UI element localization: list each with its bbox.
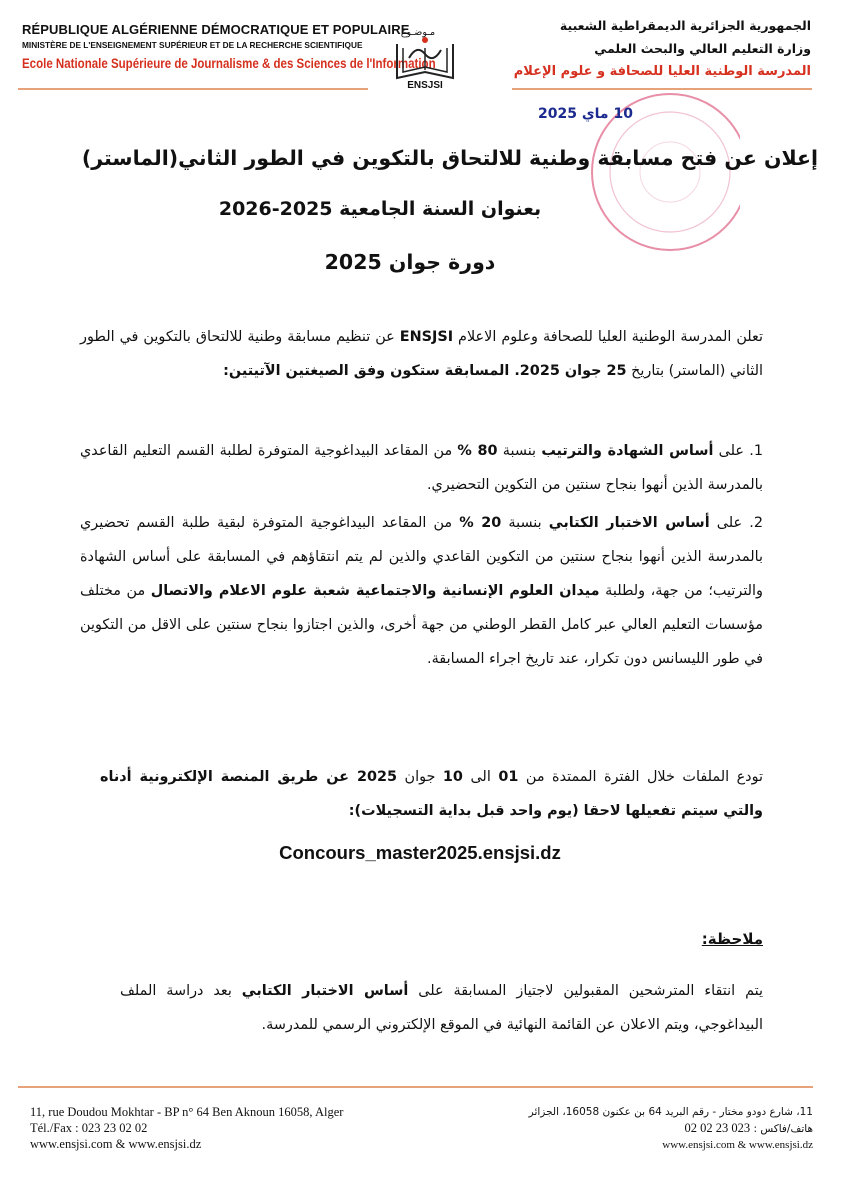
list-percent: 20 % [459,515,502,531]
footer-address-ar: 11، شارع دودو مختار - رقم البريد 64 بن عكنون 16058، الجزائر [528,1106,813,1118]
footer-phone-fr: Tél./Fax : 023 23 02 02 [30,1121,148,1135]
deposit-text: الى [462,769,499,785]
list-number: 1. [749,443,763,459]
deposit-day-end: 10 [442,769,463,785]
list-bold: ميدان العلوم الإنسانية والاجتماعية شعبة علوم الاعلام والاتصال [150,583,600,599]
school-name-ar: المدرسة الوطنية العليا للصحافة و علوم الإعلام [513,64,811,79]
list-text: من المقاعد البيداغوجية المتوفرة لطلبة القسم التعليم القاعدي بالمدرسة الذين أنهوا بنجاح سنتين من التكوين التحضيري. [80,443,763,493]
note-paragraph [120,974,763,1042]
school-name-fr: Ecole Nationale Supérieure de Journalisme & des Sciences de l'Information [22,56,436,71]
footer-web-fr[interactable]: www.ensjsi.com & www.ensjsi.dz [30,1137,202,1151]
list-item [80,434,763,502]
list-text: بنسبة [501,515,549,531]
logo-caption: مـوضـوع [400,27,436,38]
platform-url-link[interactable]: Concours_master2025.ensjsi.dz [279,842,561,863]
list-text: من المقاعد البيداغوجية المتوفرة لبقية طلبة القسم تحضيري بالمدرسة الذين أنهوا بنجاح سنتين من التكوين القاعدي والذين لم يتم انتقاؤهم في المسابقة على أساس الشهادة والترتيب؛ من جهة، ولطلبة [80,515,763,599]
handwritten-date: 10 ماي 2025 [538,106,633,122]
ministry-name-ar: وزارة التعليم العالي والبحث العلمي [594,41,811,56]
deposit-bold: 2025 عن طريق المنصة الإلكترونية أدناه والتي سيتم تفعيلها لاحقا (يوم واحد قبل بداية التسجيلات): [100,769,763,819]
footer-arabic [453,1104,813,1153]
note-bold: أساس الاختبار الكتابي [241,983,409,999]
intro-text-1: تعلن المدرسة الوطنية العليا للصحافة وعلوم الاعلام [453,329,763,345]
footer-web-ar[interactable]: www.ensjsi.com & www.ensjsi.dz [662,1139,813,1151]
footer-french [30,1104,410,1152]
intro-date: 25 جوان 2025. المسابقة ستكون وفق الصيغتين الآتيتين: [223,363,627,379]
note-text: بعد دراسة الملف البيداغوجي، ويتم الاعلان عن القائمة النهائية في الموقع الإلكتروني الرسمي للمدرسة. [120,983,763,1033]
list-number: 2. [749,515,763,531]
ministry-name-fr: MINISTÈRE DE L'ENSEIGNEMENT SUPÉRIEUR ET DE LA RECHERCHE SCIENTIFIQUE [22,40,363,50]
deposit-day-start: 01 [498,769,519,785]
footer-phone-label-ar: هاتف/فاكس : [750,1123,813,1135]
intro-text-2: عن تنظيم مسابقة وطنية للالتحاق بالتكوين في الطور الثاني (الماستر) بتاريخ [80,329,763,379]
intro-abbr: ENSJSI [399,329,454,345]
footer-divider [18,1086,813,1088]
intro-paragraph [80,320,763,388]
logo-abbreviation: ENSJSI [407,80,443,91]
list-item [80,506,763,676]
deposit-paragraph [100,760,763,828]
note-text: يتم انتقاء المترشحين المقبولين لاجتياز المسابقة على [408,983,763,999]
session-title: دورة جوان 2025 [324,250,496,274]
announcement-title: إعلان عن فتح مسابقة وطنية للالتحاق بالتكوين في الطور الثاني(الماستر) [81,146,819,170]
list-text: على [713,443,750,459]
deposit-text: جوان [397,769,443,785]
header-divider-right [512,88,812,90]
footer-phone-ar: 023 23 02 02 [684,1121,751,1135]
list-text: بنسبة [497,443,542,459]
republic-name-ar: الجمهورية الجزائرية الديمقراطية الشعبية [559,18,811,33]
list-text: على [709,515,750,531]
republic-name-fr: RÉPUBLIQUE ALGÉRIENNE DÉMOCRATIQUE ET POPULAIRE [22,22,410,37]
list-bold: أساس الشهادة والترتيب [541,443,714,459]
list-text: من مختلف مؤسسات التعليم العالي عبر كامل القطر الوطني من جهة أخرى، والذين اجتازوا بنجاح سنتين على الاقل من التكوين في طور الليسانس دون تكرار، عند تاريخ اجراء المسابقة. [80,583,763,667]
header-arabic [481,18,811,79]
deposit-text: تودع الملفات خلال الفترة الممتدة من [518,769,764,785]
list-bold: أساس الاختبار الكتابي [548,515,710,531]
academic-year-title: بعنوان السنة الجامعية 2025-2026 [218,198,542,220]
footer-address-fr: 11, rue Doudou Mokhtar - BP n° 64 Ben Aknoun 16058, Alger [30,1105,344,1119]
header-divider-left [18,88,368,90]
list-percent: 80 % [457,443,498,459]
note-heading: ملاحظة: [701,930,763,948]
